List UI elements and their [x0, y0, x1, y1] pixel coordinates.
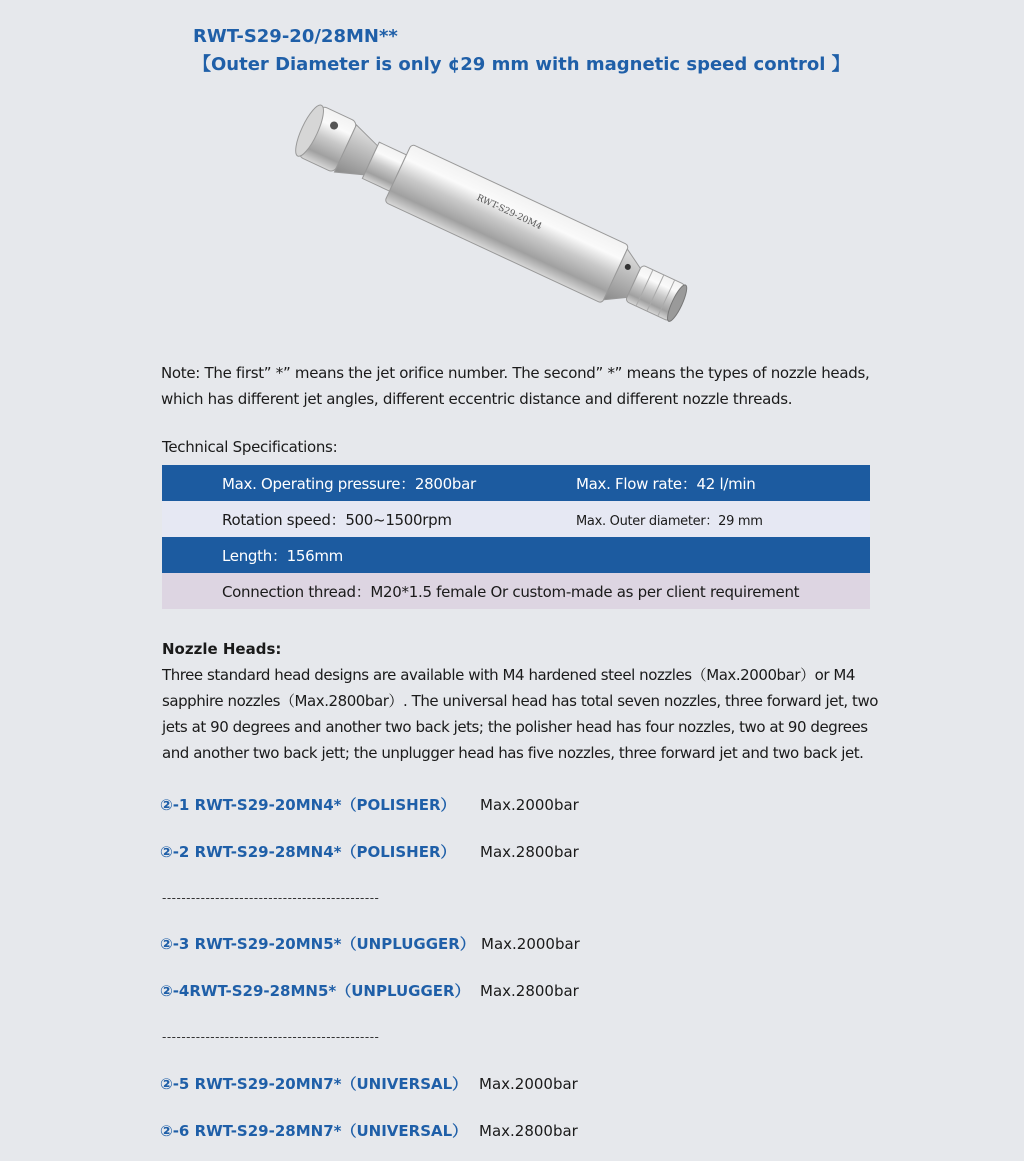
model-row [160, 1072, 578, 1096]
specs-table [162, 465, 870, 609]
model-row [160, 793, 579, 817]
model-label: ②-1 RWT-S29-20MN4*（POLISHER） [160, 796, 456, 814]
spec-operating-pressure: Max. Operating pressure：2800bar [222, 474, 476, 493]
divider-line: --------------------------------------------- [162, 1030, 380, 1044]
model-row [160, 840, 579, 864]
model-pressure: Max.2000bar [481, 935, 580, 953]
model-row [160, 979, 579, 1003]
product-engraving: RWT-S29-20M4 [474, 193, 544, 233]
model-label: ②-2 RWT-S29-28MN4*（POLISHER） [160, 843, 456, 861]
model-pressure: Max.2800bar [480, 843, 579, 861]
spec-outer-diameter: Max. Outer diameter：29 mm [576, 513, 763, 529]
specs-row [162, 465, 870, 501]
model-label: ②-5 RWT-S29-20MN7*（UNIVERSAL） [160, 1075, 468, 1093]
specs-row [162, 573, 870, 609]
specs-row [162, 537, 870, 573]
divider-line: --------------------------------------------- [162, 891, 380, 905]
note-paragraph: Note: The first” *” means the jet orifice number. The second” *” means the types of nozzle heads, which has different jet angles, different eccentric distance and different nozzle threads. [161, 364, 870, 408]
spec-length: Length：156mm [222, 546, 343, 565]
model-pressure: Max.2000bar [480, 796, 579, 814]
spec-connection-thread: Connection thread：M20*1.5 female Or custom-made as per client requirement [222, 582, 800, 601]
model-label: ②-6 RWT-S29-28MN7*（UNIVERSAL） [160, 1122, 468, 1140]
page-title: RWT-S29-20/28MN** [193, 26, 398, 47]
spec-rotation-speed: Rotation speed：500~1500rpm [222, 510, 452, 529]
spec-flow-rate: Max. Flow rate：42 l/min [576, 474, 756, 493]
model-row [160, 1119, 578, 1143]
page-subtitle: 【Outer Diameter is only ¢29 mm with magnetic speed control 】 [193, 54, 850, 75]
model-label: ②-3 RWT-S29-20MN5*（UNPLUGGER） [160, 935, 475, 953]
model-pressure: Max.2000bar [479, 1075, 578, 1093]
nozzle-heads-title: Nozzle Heads: [162, 640, 282, 658]
swivel-nozzle-product-image [270, 92, 710, 342]
model-pressure: Max.2800bar [480, 982, 579, 1000]
specs-row [162, 501, 870, 537]
model-pressure: Max.2800bar [479, 1122, 578, 1140]
specs-caption: Technical Specifications: [162, 438, 338, 456]
nozzle-heads-description: Three standard head designs are available with M4 hardened steel nozzles（Max.2000bar）or M4 sapphire nozzles（Max.2800bar）. The universal head has total seven nozzles, three forward jet, two jets at 90 degrees and another two back jets; the polisher head has four nozzles, two at 90 degrees and another two back jett; the unplugger head has five nozzles, three forward jet and two back jet. [162, 666, 879, 762]
model-label: ②-4RWT-S29-28MN5*（UNPLUGGER） [160, 982, 470, 1000]
model-row [160, 932, 580, 956]
